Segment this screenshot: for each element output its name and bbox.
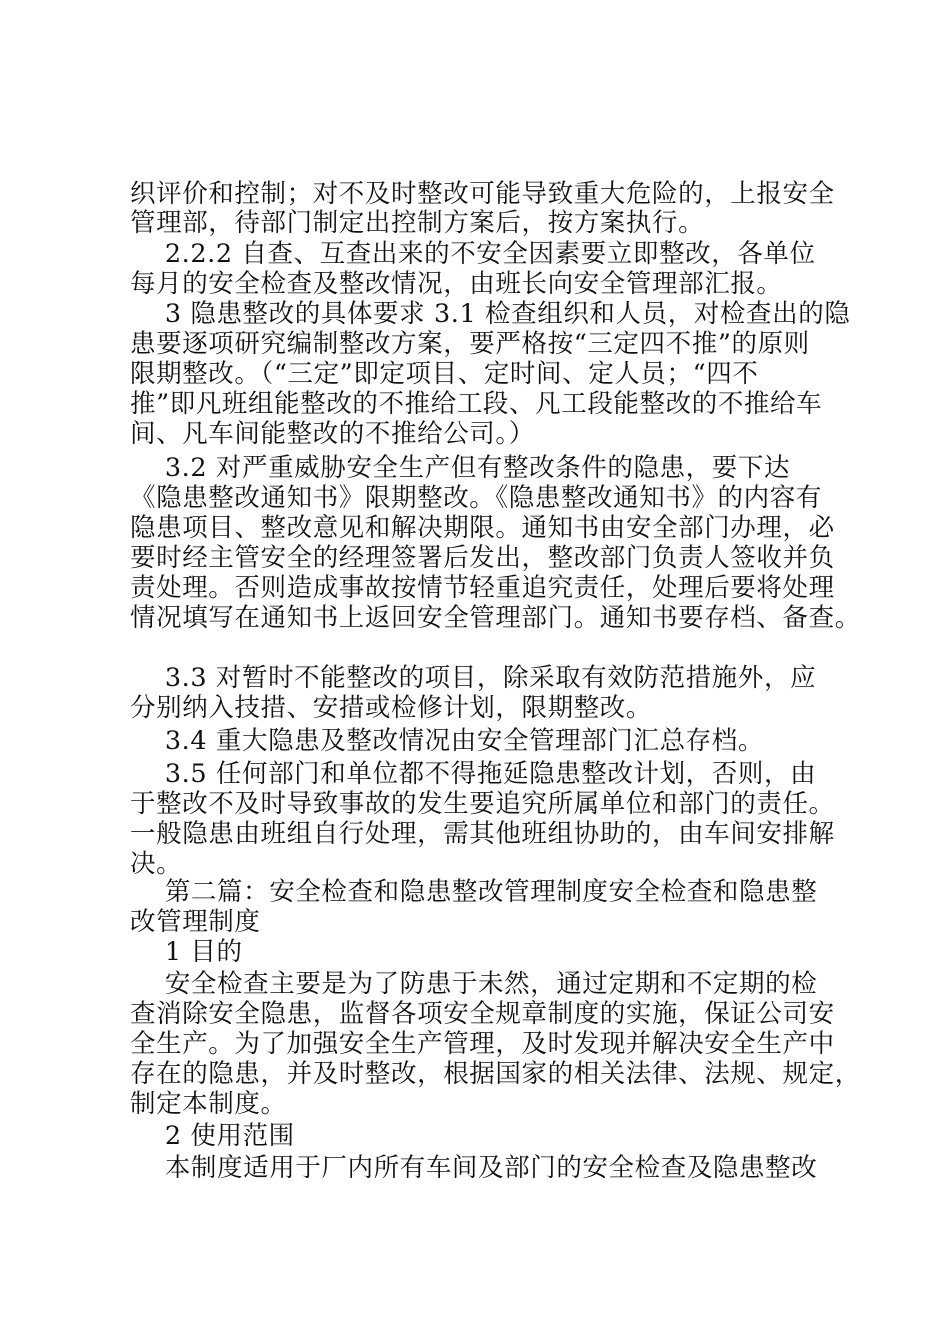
text-line: 本制度适用于厂内所有车间及部门的安全检查及隐患整改 — [130, 1153, 818, 1183]
text-line: 决。 — [130, 849, 183, 879]
text-line: 每月的安全检查及整改情况，由班长向安全管理部汇报。 — [130, 269, 783, 299]
text-line: 安全检查主要是为了防患于未然，通过定期和不定期的检 — [130, 969, 818, 999]
text-line: 改管理制度 — [130, 907, 261, 937]
text-line: 存在的隐患，并及时整改，根据国家的相关法律、法规、规定， — [130, 1059, 861, 1089]
text-line: 3 隐患整改的具体要求 3.1 检查组织和人员，对检查出的隐 — [130, 299, 851, 329]
text-line: 隐患项目、整改意见和解决期限。通知书由安全部门办理，必 — [130, 513, 835, 543]
text-line: 3.3 对暂时不能整改的项目，除采取有效防范措施外，应 — [130, 663, 817, 693]
text-line: 分别纳入技措、安措或检修计划，限期整改。 — [130, 693, 653, 723]
text-line: 于整改不及时导致事故的发生要追究所属单位和部门的责任。 — [130, 789, 835, 819]
text-line: 管理部，待部门制定出控制方案后，按方案执行。 — [130, 208, 705, 238]
text-line: 3.4 重大隐患及整改情况由安全管理部门汇总存档。 — [130, 726, 764, 756]
text-line: 间、凡车间能整改的不推给公司。） — [130, 419, 535, 449]
text-line: 限期整改。（“三定”即定项目、定时间、定人员；“四不 — [130, 359, 759, 389]
text-line: 情况填写在通知书上返回安全管理部门。通知书要存档、备查。 — [130, 603, 861, 633]
text-line: 推”即凡班组能整改的不推给工段、凡工段能整改的不推给车 — [130, 389, 823, 419]
text-line: 患要逐项研究编制整改方案，要严格按“三定四不推”的原则 — [130, 329, 810, 359]
text-line: 2.2.2 自查、互查出来的不安全因素要立即整改，各单位 — [130, 239, 816, 269]
text-line: 2 使用范围 — [130, 1121, 295, 1151]
text-line: 要时经主管安全的经理签署后发出，整改部门负责人签收并负 — [130, 543, 835, 573]
text-line: 3.5 任何部门和单位都不得拖延隐患整改计划，否则，由 — [130, 759, 817, 789]
text-line: 制定本制度。 — [130, 1089, 287, 1119]
text-line: 责处理。否则造成事故按情节轻重追究责任，处理后要将处理 — [130, 573, 835, 603]
text-line: 第二篇：安全检查和隐患整改管理制度安全检查和隐患整 — [130, 877, 818, 907]
text-line: 查消除安全隐患，监督各项安全规章制度的实施，保证公司安 — [130, 999, 835, 1029]
text-line: 3.2 对严重威胁安全生产但有整改条件的隐患，要下达 — [130, 453, 791, 483]
text-line: 1 目的 — [130, 937, 243, 967]
text-line: 织评价和控制；对不及时整改可能导致重大危险的，上报安全 — [130, 179, 835, 209]
text-line: 一般隐患由班组自行处理，需其他班组协助的，由车间安排解 — [130, 819, 835, 849]
text-line: 全生产。为了加强安全生产管理，及时发现并解决安全生产中 — [130, 1029, 835, 1059]
text-line: 《隐患整改通知书》限期整改。《隐患整改通知书》的内容有 — [130, 483, 822, 513]
